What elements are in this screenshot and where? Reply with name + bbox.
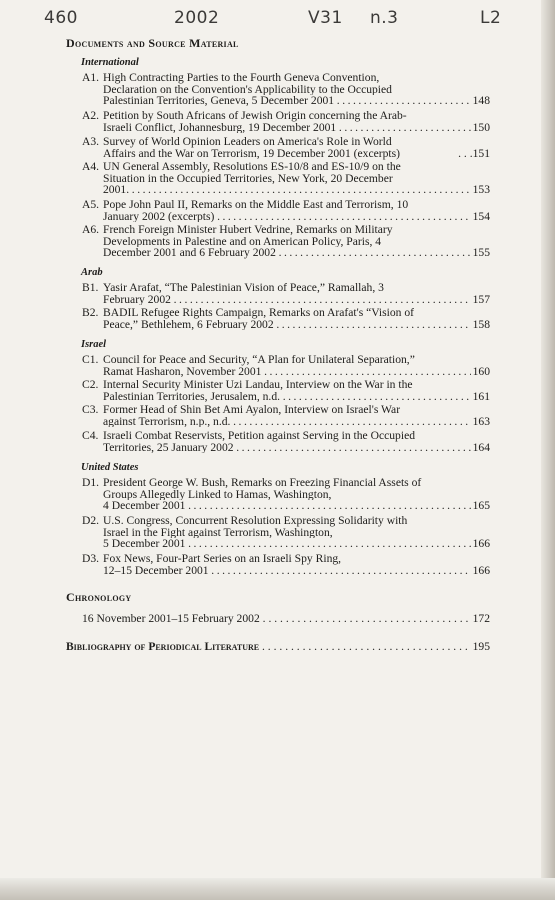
entry-line: 2001. 153 . . . (103, 184, 490, 196)
entry-line: Ramat Hasharon, November 2001 160 . . . (103, 366, 490, 378)
handwritten-note: n.3 (370, 8, 399, 28)
entry-line: January 2002 (excerpts) 154 . . . (103, 211, 490, 223)
page-number: 153 (472, 184, 490, 196)
toc-entry (82, 515, 490, 550)
toc-entry (82, 72, 490, 107)
entry-line: Petition by South Africans of Jewish Origin concerning the Arab- (103, 110, 407, 122)
toc-entry (82, 199, 490, 222)
page-number: 151 (472, 146, 490, 160)
entry-line: 12–15 December 2001 166 . . . (103, 565, 490, 577)
page-number: 158 (472, 318, 490, 331)
entry-line: Survey of World Opinion Leaders on America's Role in World (103, 136, 392, 148)
toc-entry (82, 379, 490, 402)
entry-line: Israeli Combat Reservists, Petition against Serving in the Occupied (103, 430, 416, 442)
page-number: 160 (472, 365, 490, 378)
entry-number: D2. (82, 514, 100, 527)
entry-line: 4 December 2001 165 . . . (103, 500, 490, 512)
entry-line: Yasir Arafat, “The Palestinian Vision of Peace,” Ramallah, 3 (103, 282, 384, 294)
entry-line: High Contracting Parties to the Fourth Geneva Convention, (103, 72, 380, 84)
section-heading-chronology: Chronology (66, 590, 132, 604)
page-edge-shadow (0, 878, 555, 900)
page-number: 164 (472, 441, 490, 454)
entry-line: Fox News, Four-Part Series on an Israeli Spy Ring, (103, 553, 342, 565)
subsection-title: International (81, 57, 139, 68)
entry-line: Israeli Conflict, Johannesburg, 19 December 2001 150 . . . (103, 122, 490, 134)
page-number: 155 (472, 247, 490, 259)
entry-line: French Foreign Minister Hubert Vedrine, Remarks on Military (103, 224, 393, 236)
entry-number: C2. (82, 378, 99, 391)
page-number: 166 (472, 564, 490, 577)
section-heading-bibliography: Bibliography of Periodical Literature (66, 641, 260, 653)
subsection-title: Israel (81, 339, 107, 350)
chronology-entry: 16 November 2001–15 February 2002 172 . . . (82, 613, 490, 625)
page-edge-shadow (541, 0, 555, 900)
handwritten-note: L2 (480, 8, 502, 28)
entry-number: C3. (82, 403, 99, 416)
page-number: 148 (472, 95, 490, 107)
entry-number: D1. (82, 476, 100, 489)
toc-entry (82, 136, 490, 159)
entry-line: Developments in Palestine and on American Policy, Paris, 4 (103, 235, 382, 248)
entry-line: February 2002 157 . . . (103, 294, 490, 306)
entry-line: Situation in the Occupied Territories, New York, 20 December (103, 172, 393, 185)
toc-entry (82, 224, 490, 259)
subsection-title: Arab (81, 267, 103, 278)
entry-line: President George W. Bush, Remarks on Freezing Financial Assets of (103, 477, 422, 489)
entry-line: Internal Security Minister Uzi Landau, Interview on the War in the (103, 379, 413, 391)
toc-entry (82, 553, 490, 576)
entry-number: A4. (82, 160, 100, 173)
page-number: 166 (472, 538, 490, 550)
page-number: 172 (472, 613, 490, 625)
toc-entry (82, 354, 490, 377)
entry-number: B2. (82, 306, 99, 319)
entry-number: A1. (82, 71, 100, 84)
page-number: 157 (472, 293, 490, 306)
subsection-title: United States (81, 462, 139, 473)
entry-line: Former Head of Shin Bet Ami Ayalon, Interview on Israel's War (103, 404, 401, 416)
entry-line: Groups Allegedly Linked to Hamas, Washington, (103, 488, 332, 501)
entry-line: Pope John Paul II, Remarks on the Middle East and Terrorism, 10 (103, 199, 409, 211)
bibliography-entry (66, 641, 490, 653)
toc-entry (82, 404, 490, 427)
entry-line: BADIL Refugee Rights Campaign, Remarks on Arafat's “Vision of (103, 307, 415, 319)
entry-line: against Terrorism, n.p., n.d. 163 . . . (103, 416, 490, 428)
toc-entry (82, 477, 490, 512)
entry-number: A6. (82, 223, 100, 236)
entry-number: C1. (82, 353, 99, 366)
page-number: 195 (472, 641, 490, 653)
page-number: 150 (472, 121, 490, 134)
entry-line: Peace,” Bethlehem, 6 February 2002 158 . . . (103, 319, 490, 331)
entry-number: A5. (82, 198, 100, 211)
page-number: 161 (472, 390, 490, 403)
entry-line: Declaration on the Convention's Applicability to the Occupied (103, 83, 392, 96)
entry-line: 5 December 2001 166 . . . (103, 538, 490, 550)
entry-line: Palestinian Territories, Jerusalem, n.d. 161 . . . (103, 391, 490, 403)
entry-line: Territories, 25 January 2002 164 . . . (103, 442, 490, 454)
entry-line: Palestinian Territories, Geneva, 5 December 2001 148 . . . (103, 95, 490, 107)
toc-entry (82, 110, 490, 133)
entry-number: D3. (82, 552, 100, 565)
handwritten-note: V31 (308, 8, 343, 28)
section-heading-documents: Documents and Source Material (66, 36, 239, 50)
page-number: 154 (472, 210, 490, 223)
entry-line: Council for Peace and Security, “A Plan for Unilateral Separation,” (103, 354, 415, 366)
entry-line: UN General Assembly, Resolutions ES-10/8 and ES-10/9 on the (103, 161, 401, 173)
entry-line: December 2001 and 6 February 2002 155 . . . (103, 247, 490, 259)
entry-number: B1. (82, 281, 99, 294)
entry-line: U.S. Congress, Concurrent Resolution Expressing Solidarity with (103, 515, 408, 527)
toc-entry (82, 161, 490, 196)
entry-number: A3. (82, 135, 100, 148)
entry-line: Israel in the Fight against Terrorism, Washington, (103, 526, 333, 539)
page-number: 163 (472, 415, 490, 428)
toc-entry (82, 282, 490, 305)
entry-number: A2. (82, 109, 100, 122)
entry-number: C4. (82, 429, 99, 442)
entry-line: Affairs and the War on Terrorism, 19 December 2001 (excerpts) . . .151 (103, 146, 490, 160)
toc-entry (82, 430, 490, 453)
handwritten-note: 460 (44, 8, 78, 28)
handwritten-note: 2002 (174, 8, 220, 28)
toc-entry (82, 307, 490, 330)
page-number: 165 (472, 500, 490, 512)
